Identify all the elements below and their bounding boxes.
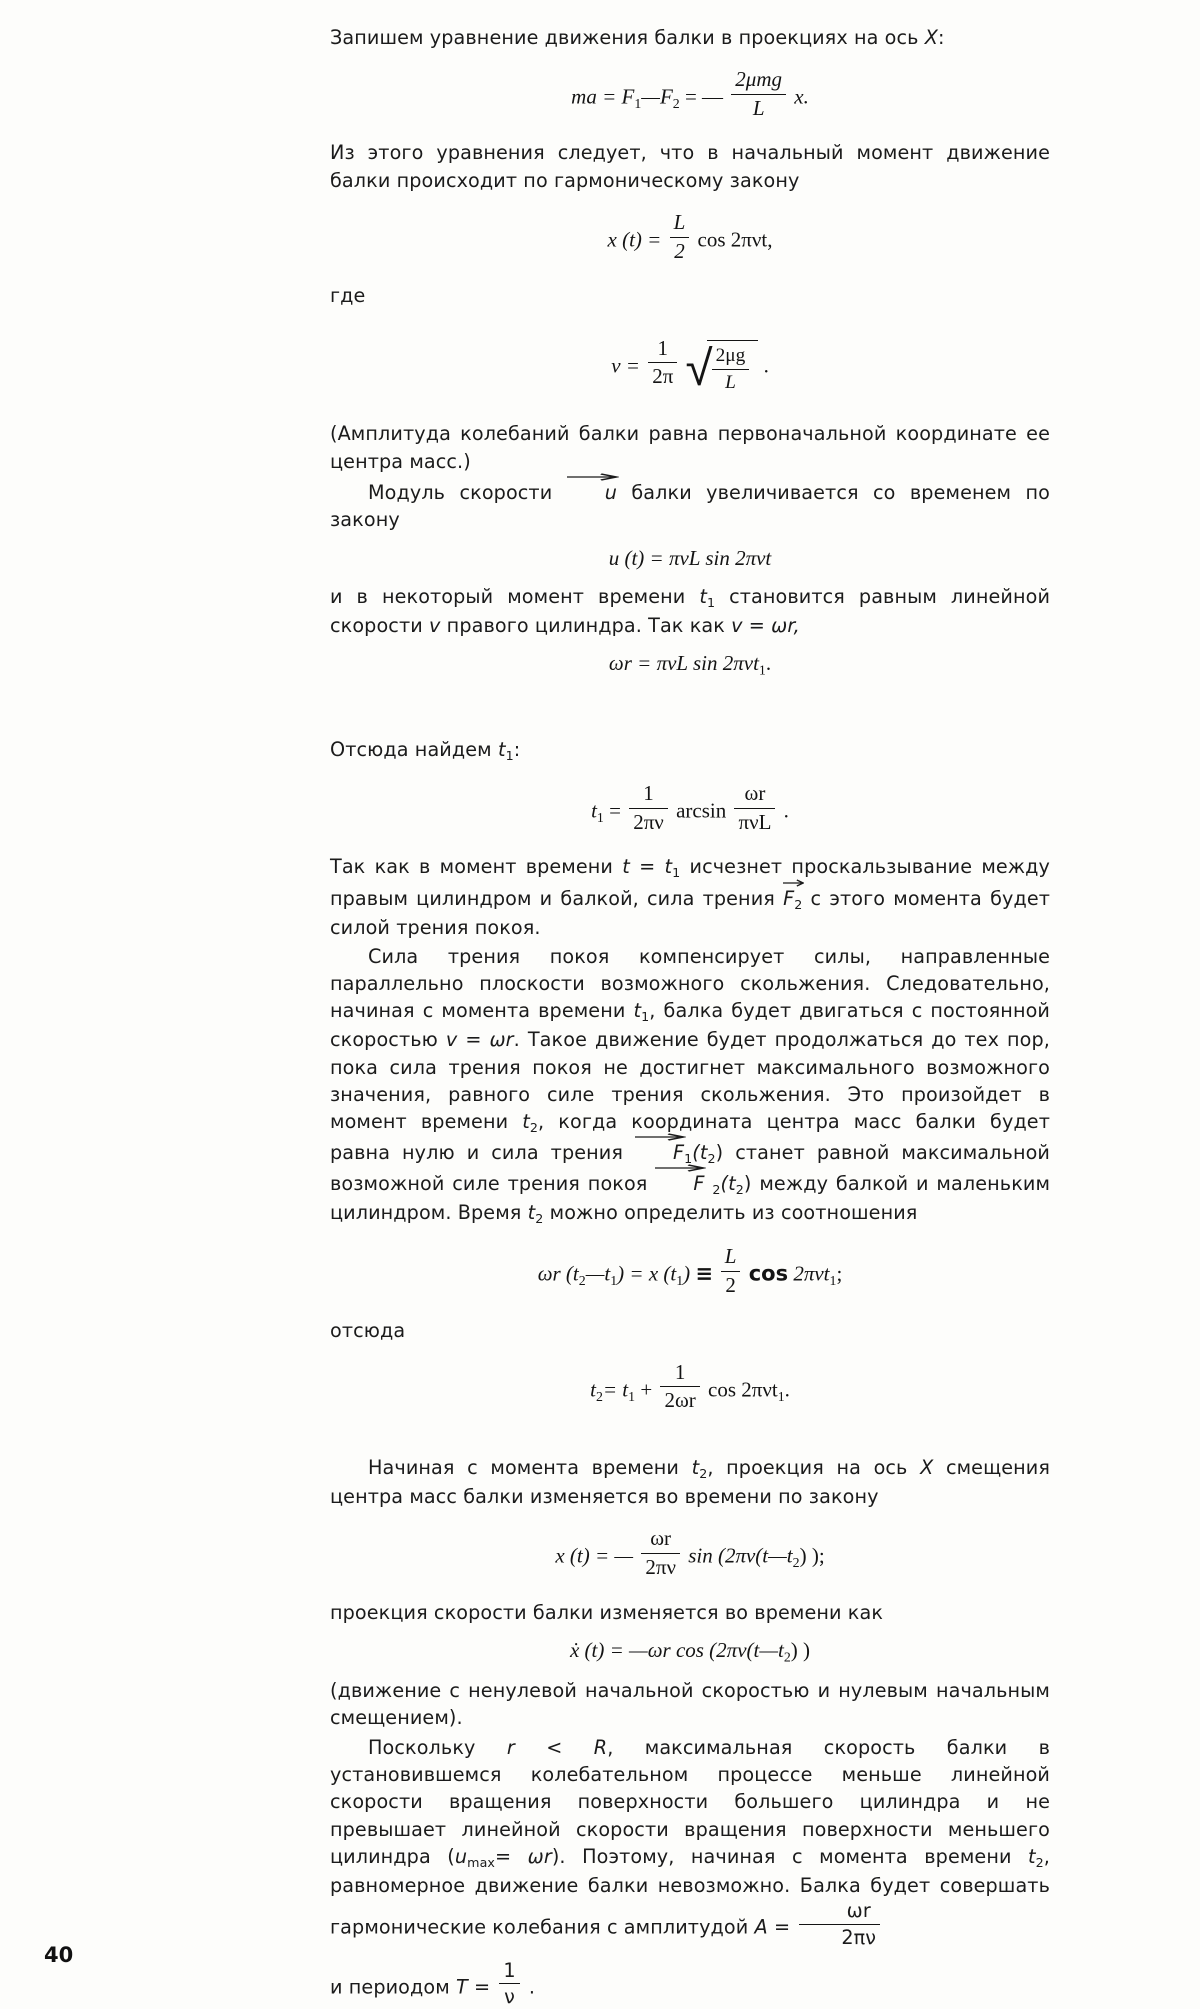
paragraph-9-F2-arg-sub: 2 [735,1182,744,1198]
formula-7-semicolon: ; [836,1261,843,1286]
paragraph-11-text-a: Начиная с момента времени [368,1455,679,1479]
formula-7-fraction [721,1244,741,1298]
formula-3-tail: . [763,353,769,378]
formula-8-denominator: 2ωr [664,1388,696,1413]
formula-1-sub2: 2 [672,96,680,112]
paragraph-6-text-c: правого цилиндра. Так как [446,613,725,637]
formula-6-num1: 1 [643,781,654,806]
vector-F1 [635,1137,684,1166]
axis-label-x: X [924,26,939,49]
formula-4-text: u (t) = πνL sin 2πνt [608,545,772,570]
paragraph-9-text-g: можно определить из соотношения [549,1201,918,1225]
formula-7 [330,1244,1050,1298]
vector-arrow-icon [635,1133,686,1141]
paragraph-1 [330,24,1050,51]
paragraph-9-t1: t [633,999,642,1023]
formula-7-lhs-sub: 2 [578,1273,586,1289]
formula-6-lhs: t [591,798,597,823]
paragraph-14 [330,1734,1050,1949]
formula-3-rad-denominator: L [725,371,736,393]
paragraph-8-text-c: с этого момента будет силой трения покоя. [330,886,1051,939]
formula-1-numerator: 2μmg [735,67,783,92]
formula-6 [330,781,1050,835]
paragraph-10: отсюда [330,1318,406,1342]
paragraph-5 [330,477,1050,534]
paragraph-9-F1-close: ) [715,1141,724,1165]
formula-6-tail: . [783,798,789,823]
formula-12-numerator: 1 [503,1958,516,1982]
formula-10 [330,1638,1050,1665]
formula-8-eq: = t [602,1377,629,1402]
paragraph-9-F2: F [693,1172,705,1196]
paragraph-15-period: T = [456,1975,491,1999]
formula-1-denominator: L [752,95,765,120]
formula-6-lhs-sub: 1 [596,810,604,826]
formula-3-lhs: ν = [611,353,640,378]
formula-7-cos: cos [748,1261,789,1286]
paragraph-9-t2b: t [527,1201,536,1225]
formula-6-fraction-2 [734,781,775,835]
paragraph-6-t1-sub: 1 [706,594,716,610]
formula-6-eq: = [609,798,621,823]
paragraph-7 [330,736,1050,765]
formula-1-sub1: 1 [634,96,642,112]
formula-7-denominator: 2 [725,1272,736,1297]
paragraph-2: Из этого уравнения следует, что в начальный момент движение балки происходит по гармоническому закону [330,141,1050,192]
formula-6-den1: 2πν [633,809,664,834]
formula-7-tail: 2πνt [793,1261,830,1286]
paragraph-9-t2b-sub: 2 [535,1211,544,1227]
paragraph-14-text-a: Поскольку [368,1735,476,1759]
formula-7-lhs3: ) = x (t [617,1261,677,1286]
formula-9-sin-sub: 2 [792,1555,800,1571]
formula-3-denominator: 2π [652,364,674,389]
formula-8-lhs-sub: 2 [595,1388,603,1404]
paragraph-8-F2-sub: 2 [794,896,803,912]
formula-8 [330,1360,1050,1414]
paragraph-4: (Амплитуда колебаний балки равна первоначальной координате ее центра масс.) [330,422,1050,473]
paragraph-9-text-b: , балка будет двигаться с постоянной скоростью [330,999,1050,1052]
paragraph-9-text-e: станет равной максимальной возможной силе трения покоя [330,1141,1050,1196]
page-content [330,24,1050,2009]
formula-1-minus: —F [641,84,673,109]
formula-8-fraction [660,1360,699,1414]
formula-8-eq-sub: 1 [628,1388,636,1404]
formula-8-cos: cos 2πνt [708,1377,778,1402]
formula-3-fraction [648,336,677,390]
paragraph-5-text-a: Модуль скорости [368,480,553,504]
formula-5-tail: . [765,650,772,675]
formula-9-numerator: ωr [650,1526,672,1551]
paragraph-5-text-b: балки увеличивается со временем по закону [330,480,1050,532]
formula-1-fraction [731,67,786,121]
formula-9 [330,1526,1050,1580]
paragraph-1-text: Запишем уравнение движения балки в проекциях на ось [330,26,919,49]
paragraph-11 [330,1454,1050,1510]
paragraph-8-F2: F [783,886,795,910]
paragraph-9-F1-arg: (t [692,1141,708,1165]
paragraph-14-t2: t [1028,1844,1036,1868]
paragraph-9-t2: t [522,1110,530,1134]
paragraph-14-umax-eq: = ωr [495,1844,552,1868]
formula-8-numerator: 1 [674,1359,686,1384]
formula-7-lhs4: ) [683,1261,691,1286]
paragraph-14-umax: u [454,1844,468,1868]
paragraph-8-eq: t = t [622,855,673,879]
paragraph-11-text-c: смещения центра масс балки изменяется во времени по закону [330,1455,1051,1509]
formula-3-sqrt [685,339,759,398]
page-number: 40 [44,1942,74,1967]
formula-6-arcsin: arcsin [676,798,727,823]
formula-8-plus: + [640,1377,653,1402]
formula-7-numerator: L [724,1244,737,1269]
paragraph-9-text-c: . Такое движение будет продолжаться до тех пор, пока сила трения покоя не достигнет максимального возможного значения, равного силе трения скольжения. Это произойдет в момент времени [330,1028,1050,1134]
paragraph-3: где [330,284,366,308]
formula-7-lhs2: —t [585,1261,611,1286]
formula-3-rad-numerator: 2μg [715,345,746,367]
paragraph-9-F2-arg: (t [720,1172,736,1196]
paragraph-9 [330,943,1050,1228]
formula-6-den2: πνL [738,809,772,834]
formula-2-fraction [670,210,690,264]
formula-9-sin: sin (2πν(t—t [688,1543,793,1568]
formula-12-fraction [499,1959,519,2009]
paragraph-1-colon: : [938,26,945,49]
paragraph-14-text-d: , равномерное движение балки невозможно. Балка будет совершать гармонические колебания с амплитудой [330,1844,1050,1939]
paragraph-9-F1-arg-sub: 2 [707,1151,716,1167]
paragraph-13: (движение с ненулевой начальной скоростью и нулевым начальным смещением). [330,1679,1050,1730]
paragraph-12: проекция скорости балки изменяется во времени как [330,1600,884,1624]
paragraph-9-text-d: , когда координата центра масс балки будет равна нулю и сила трения [330,1110,1050,1165]
formula-4 [330,546,1050,571]
paragraph-9-F1-sub: 1 [684,1151,693,1167]
formula-2 [330,210,1050,264]
paragraph-9-t2-sub: 2 [529,1120,539,1136]
vector-F2-second [655,1168,704,1197]
paragraph-6-text-d: v = ωr, [731,613,800,637]
paragraph-7-t1: t [497,738,506,762]
paragraph-15-text: и периодом [330,1975,450,1999]
formula-8-cos-sub: 1 [777,1388,785,1404]
paragraph-11-t2-sub: 2 [699,1466,708,1482]
paragraph-14-umax-sub: max [467,1854,496,1870]
formula-7-lhs: ωr (t [537,1261,579,1286]
formula-5 [330,651,1050,678]
paragraph-8 [330,853,1050,940]
paragraph-11-t2: t [691,1455,700,1479]
paragraph-15 [330,1959,1050,2009]
paragraph-11-text-b: , проекция на ось [707,1455,908,1479]
paragraph-6 [330,583,1050,639]
formula-3-inner-fraction [712,344,750,394]
paragraph-9-v: v = ωr [445,1028,514,1052]
formula-7-lhs2-sub: 1 [610,1273,618,1289]
paragraph-9-text-f: между балкой и маленьким цилиндром. Время [330,1172,1051,1225]
paragraph-9-F2-sub: 2 [712,1182,721,1198]
formula-5-sub: 1 [758,662,766,678]
paragraph-6-text-a: и в некоторый момент времени [330,584,686,608]
vertical-space-2 [330,1432,1050,1454]
formula-7-lhs3-sub: 1 [676,1273,684,1289]
formula-6-fraction-1 [629,781,668,835]
paragraph-8-text-a: Так как в момент времени [330,855,614,879]
formula-11-numerator: ωr [846,1899,871,1923]
paragraph-7-t1-sub: 1 [505,748,514,764]
vector-arrow-icon [783,879,804,887]
formula-8-tail: . [784,1377,790,1402]
formula-9-lhs: x (t) = — [555,1543,634,1568]
formula-2-lhs: x (t) = [607,227,662,252]
vector-arrow-icon [655,1164,706,1172]
formula-9-tail: ) ); [799,1543,825,1568]
formula-10-text: ẋ (t) = —ωr cos (2πν(t—t [569,1637,784,1662]
formula-12-denominator: ν [504,1985,515,2009]
paragraph-9-F1: F [672,1141,685,1165]
paragraph-9-text-a: Сила трения покоя компенсирует силы, направленные параллельно плоскости возможного скольжения. Следовательно, начиная с момента времени [330,944,1050,1023]
formula-1-tail: x. [794,84,809,109]
formula-2-denominator: 2 [674,238,685,263]
formula-10-tail: ) ) [790,1637,811,1662]
formula-10-sub: 2 [783,1649,791,1665]
formula-11-denominator: 2πν [841,1925,877,1949]
paragraph-8-text-b: исчезнет проскальзывание между правым цилиндром и балкой, сила трения [330,855,1051,910]
vector-F2 [783,883,802,914]
paragraph-14-text-b: , максимальная скорость балки в установившемся колебательном процессе меньше линейной скорости вращения поверхности большего цилиндра и не превышает линейной скорости вращения поверхности меньшего цилиндра ( [330,1735,1050,1868]
formula-9-fraction [641,1526,680,1580]
paragraph-9-F2-close: ) [743,1172,752,1196]
formula-1-eq: = — [684,84,724,109]
formula-5-text: ωr = πνL sin 2πνt [608,650,759,675]
vector-u: u [567,477,617,506]
formula-2-numerator: L [673,210,686,235]
paragraph-8-eq-sub: 1 [672,865,681,881]
formula-3 [330,335,1050,398]
paragraph-6-t1: t [699,584,707,608]
paragraph-11-axis: X [920,1455,934,1479]
sqrt-icon: √ [685,339,713,398]
formula-2-tail: cos 2πνt, [697,227,773,252]
paragraph-9-t1-sub: 1 [641,1009,650,1025]
paragraph-14-text-c: ). Поэтому, начиная с момента времени [551,1844,1012,1868]
paragraph-14-rR: r < R [506,1735,608,1759]
formula-7-equiv: ≡ [695,1261,713,1286]
formula-9-denominator: 2πν [645,1554,676,1579]
vertical-space [330,690,1050,736]
formula-8-lhs: t [590,1377,596,1402]
formula-1 [330,67,1050,121]
formula-11-fraction [799,1899,880,1949]
vector-arrow-icon [567,473,619,481]
paragraph-14-t2-sub: 2 [1035,1854,1044,1870]
paragraph-6-text-b: становится равным линейной скорости [330,584,1051,637]
formula-6-num2: ωr [744,781,766,806]
formula-1-lhs: ma = F [571,84,635,109]
formula-3-numerator: 1 [657,335,668,360]
paragraph-7-colon: : [513,738,521,762]
formula-12-tail: . [528,1975,536,1999]
formula-7-tail-sub: 1 [829,1273,837,1289]
paragraph-7-text: Отсюда найдем [330,738,492,762]
paragraph-6-v: v [429,613,441,637]
paragraph-14-amplitude: A = [754,1915,791,1939]
